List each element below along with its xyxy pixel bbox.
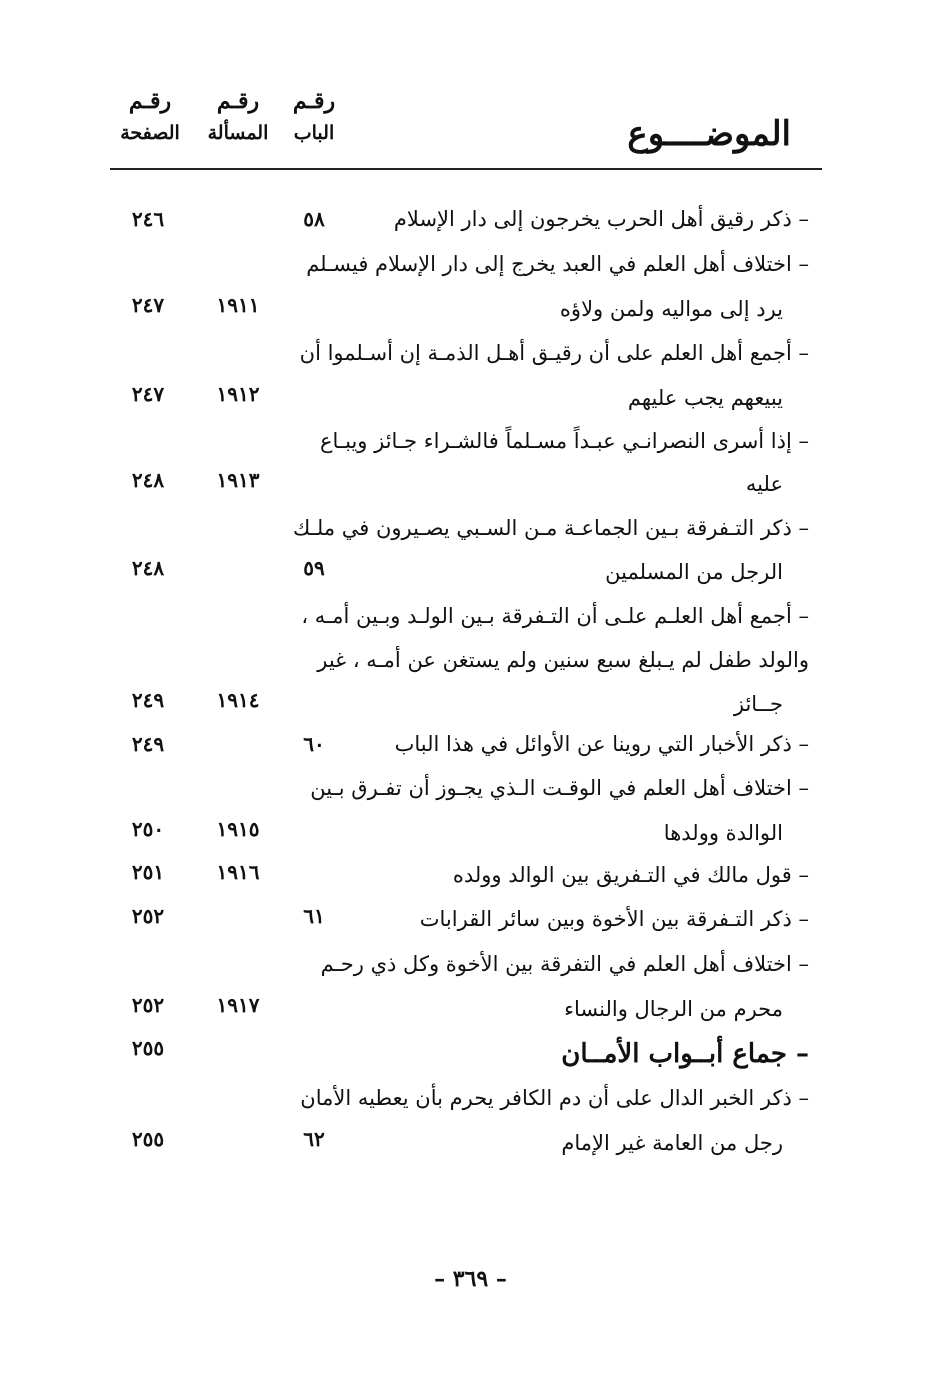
entry-text: – اختلاف أهل العلم في الوقـت الـذي يجـوز أن تفـرق بـين — [310, 776, 809, 800]
entry-page: ٢٥٥ — [131, 1036, 165, 1060]
chapter-header-bottom: الباب — [293, 122, 335, 144]
entry-issue: ١٩١٤ — [216, 688, 260, 712]
entry-page: ٢٤٧ — [131, 382, 165, 406]
entry-chapter: ٥٩ — [303, 556, 325, 580]
entry-issue: ١٩١٣ — [216, 468, 260, 492]
entry-text: جــائز — [733, 692, 783, 716]
entry-page: ٢٤٨ — [131, 556, 165, 580]
entry-text: – ذكر الأخبار التي روينا عن الأوائل في هذا الباب — [394, 732, 809, 756]
entry-page: ٢٤٩ — [131, 688, 165, 712]
entry-text: – ذكر رقيق أهل الحرب يخرجون إلى دار الإسلام — [393, 207, 809, 231]
page-header-bottom: الصفحة — [120, 122, 180, 144]
entry-issue: ١٩١٦ — [216, 860, 260, 884]
entry-page: ٢٤٨ — [131, 468, 165, 492]
entry-text: – أجمع أهل العلم على أن رقيـق أهـل الذمـة إن أسـلموا أن — [299, 341, 809, 365]
entry-text: الرجل من المسلمين — [605, 560, 783, 584]
entry-page: ٢٥١ — [131, 860, 165, 884]
entry-text: – اختلاف أهل العلم في التفرقة بين الأخوة وكل ذي رحـم — [320, 952, 809, 976]
section-heading: – جماع أبــواب الأمــان — [561, 1039, 809, 1069]
entry-issue: ١٩١٧ — [216, 993, 260, 1017]
entry-text: – ذكر التـفرقة بـين الجماعـة مـن السـبي يصـيرون في ملـك — [293, 516, 809, 540]
page-header-top: رقـم — [128, 88, 172, 114]
entry-page: ٢٤٦ — [131, 207, 165, 231]
issue-header-bottom: المسألة — [207, 122, 269, 144]
entry-text: يرد إلى مواليه ولمن ولاؤه — [559, 297, 783, 321]
entry-text: – اختلاف أهل العلم في العبد يخرج إلى دار الإسلام فيسـلم — [306, 252, 809, 276]
entry-text: – ذكر الخبر الدال على أن دم الكافر يحرم بأن يعطيه الأمان — [300, 1086, 809, 1110]
entry-issue: ١٩١٢ — [216, 382, 260, 406]
topic-column-header: الموضــــوع — [627, 114, 791, 154]
entry-text: محرم من الرجال والنساء — [564, 997, 783, 1021]
entry-text: الوالدة وولدها — [663, 821, 783, 845]
entry-text: – قول مالك في التـفريق بين الوالد وولده — [452, 863, 809, 887]
entry-text: والولد طفل لم يـبلغ سبع سنين ولم يستغن عن أمـه ، غير — [317, 648, 809, 672]
entry-text: – أجمع أهل العلـم علـى أن التـفرقة بـين الولـد وبـين أمـه ، — [301, 604, 809, 628]
entry-page: ٢٥٠ — [131, 817, 165, 841]
entry-text: عليه — [745, 472, 783, 496]
entry-text: رجل من العامة غير الإمام — [561, 1131, 783, 1155]
entry-chapter: ٦١ — [303, 904, 325, 928]
issue-header-top: رقـم — [216, 88, 260, 114]
entry-chapter: ٦٢ — [303, 1127, 325, 1151]
entry-text: يبيعهم يجب عليهم — [627, 386, 783, 410]
chapter-header-top: رقـم — [292, 88, 336, 114]
page-number: – ٣٦٩ – — [434, 1266, 507, 1292]
entry-text: – ذكر التـفرقة بين الأخوة وبين سائر القرابات — [419, 907, 809, 931]
entry-chapter: ٥٨ — [303, 207, 325, 231]
entry-issue: ١٩١١ — [216, 293, 260, 317]
entry-page: ٢٥٢ — [131, 904, 165, 928]
entry-page: ٢٤٧ — [131, 293, 165, 317]
entry-text: – إذا أسرى النصرانـي عبـداً مسـلماً فالشـراء جـائز ويبـاع — [320, 429, 809, 453]
entry-page: ٢٤٩ — [131, 732, 165, 756]
entry-issue: ١٩١٥ — [216, 817, 260, 841]
entry-page: ٢٥٥ — [131, 1127, 165, 1151]
entry-chapter: ٦٠ — [303, 732, 325, 756]
entry-page: ٢٥٢ — [131, 993, 165, 1017]
